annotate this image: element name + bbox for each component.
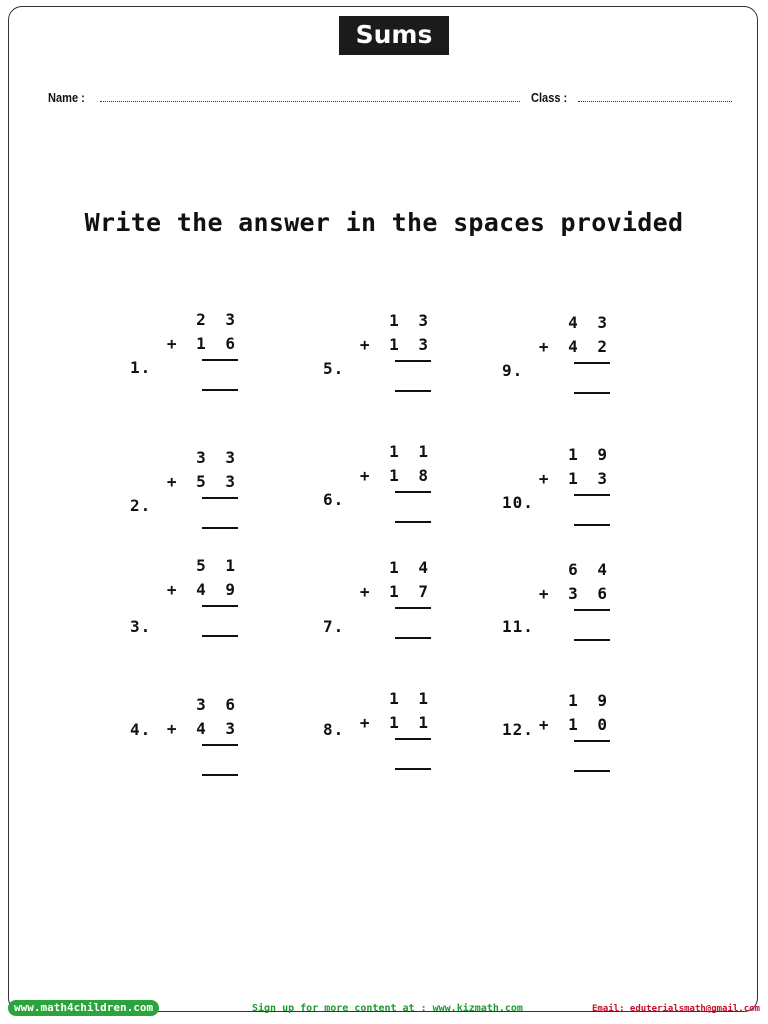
addend-top: 3 3 (196, 448, 240, 467)
addend-bottom: + 5 3 (166, 472, 240, 491)
sum-line (395, 607, 431, 609)
answer-line[interactable] (574, 770, 610, 772)
problem-number: 12. (502, 720, 534, 739)
addend-top: 1 3 (389, 311, 433, 330)
sum-line (574, 609, 610, 611)
sum-line (202, 497, 238, 499)
answer-line[interactable] (202, 635, 238, 637)
addend-bottom: + 4 3 (166, 719, 240, 738)
answer-line[interactable] (395, 521, 431, 523)
signup-text: Sign up for more content at : www.kizmath.com (252, 1003, 523, 1014)
problem-number: 5. (323, 359, 345, 378)
sum-line (395, 360, 431, 362)
problem-6 (323, 437, 433, 537)
name-field[interactable] (100, 101, 520, 102)
problem-11 (502, 555, 612, 655)
addend-bottom: + 1 8 (359, 466, 433, 485)
sum-line (574, 362, 610, 364)
sum-line (202, 359, 238, 361)
addend-bottom: + 4 9 (166, 580, 240, 599)
addend-top: 6 4 (568, 560, 612, 579)
class-label: Class : (531, 90, 568, 105)
answer-line[interactable] (395, 390, 431, 392)
answer-line[interactable] (202, 774, 238, 776)
sum-line (395, 738, 431, 740)
class-field[interactable] (578, 101, 732, 102)
addend-top: 1 1 (389, 442, 433, 461)
problem-4 (130, 690, 240, 790)
email-text: Email: eduterialsmath@gmail.com (592, 1004, 760, 1014)
addend-bottom: + 4 2 (538, 337, 612, 356)
website-link[interactable]: www.math4children.com (8, 1000, 159, 1016)
sum-line (574, 494, 610, 496)
problem-9 (502, 308, 612, 408)
problem-5 (323, 306, 433, 406)
problem-number: 2. (130, 496, 152, 515)
answer-line[interactable] (574, 392, 610, 394)
addend-top: 1 1 (389, 689, 433, 708)
addend-bottom: + 1 1 (359, 713, 433, 732)
addend-top: 3 6 (196, 695, 240, 714)
problem-8 (323, 684, 433, 784)
answer-line[interactable] (395, 637, 431, 639)
problem-10 (502, 440, 612, 540)
problem-number: 10. (502, 493, 534, 512)
addend-bottom: + 1 6 (166, 334, 240, 353)
addend-top: 4 3 (568, 313, 612, 332)
addend-top: 1 9 (568, 445, 612, 464)
problem-7 (323, 553, 433, 653)
problem-number: 3. (130, 617, 152, 636)
addend-bottom: + 1 3 (359, 335, 433, 354)
answer-line[interactable] (574, 524, 610, 526)
name-label: Name : (48, 90, 85, 105)
problem-3 (130, 551, 240, 651)
problem-number: 1. (130, 358, 152, 377)
problem-12 (502, 686, 612, 786)
worksheet-title: Sums (339, 16, 449, 55)
addend-bottom: + 1 0 (538, 715, 612, 734)
sum-line (395, 491, 431, 493)
answer-line[interactable] (574, 639, 610, 641)
addend-top: 1 4 (389, 558, 433, 577)
problem-number: 7. (323, 617, 345, 636)
addend-bottom: + 1 3 (538, 469, 612, 488)
answer-line[interactable] (202, 527, 238, 529)
addend-bottom: + 3 6 (538, 584, 612, 603)
problem-2 (130, 443, 240, 543)
problem-number: 8. (323, 720, 345, 739)
problem-number: 4. (130, 720, 152, 739)
problem-number: 6. (323, 490, 345, 509)
addend-bottom: + 1 7 (359, 582, 433, 601)
problem-1 (130, 305, 240, 405)
addend-top: 5 1 (196, 556, 240, 575)
sum-line (574, 740, 610, 742)
answer-line[interactable] (202, 389, 238, 391)
answer-line[interactable] (395, 768, 431, 770)
problem-number: 11. (502, 617, 534, 636)
sum-line (202, 605, 238, 607)
addend-top: 2 3 (196, 310, 240, 329)
instructions: Write the answer in the spaces provided (84, 208, 684, 237)
addend-top: 1 9 (568, 691, 612, 710)
problem-number: 9. (502, 361, 524, 380)
sum-line (202, 744, 238, 746)
